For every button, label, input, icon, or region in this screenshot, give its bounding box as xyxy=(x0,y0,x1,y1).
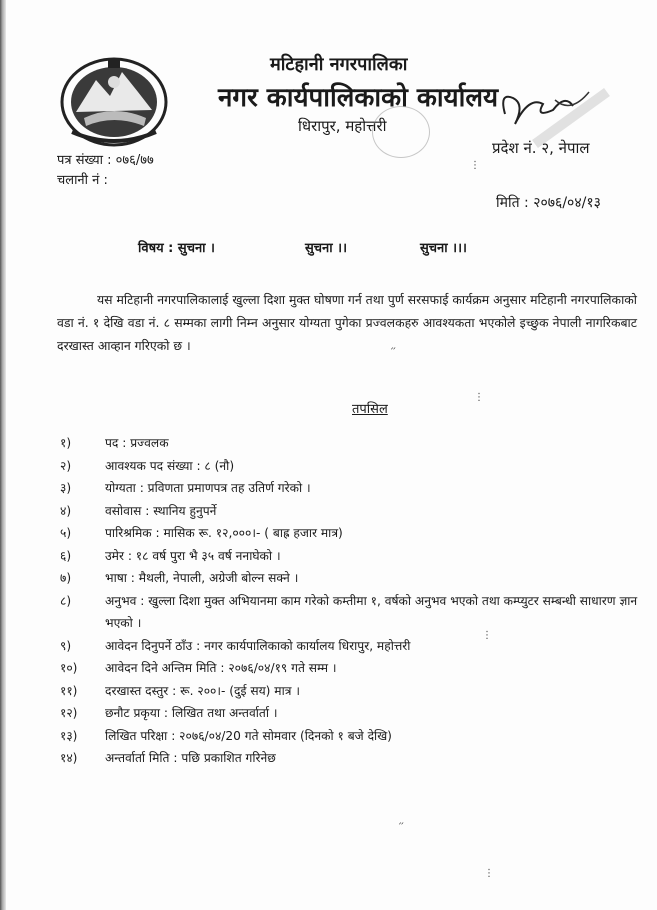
item-text: पद : प्रज्वलक xyxy=(105,436,169,450)
list-item xyxy=(60,702,640,725)
item-number: २) xyxy=(60,458,72,473)
details-heading: तपसिल xyxy=(352,402,388,417)
item-number: ११) xyxy=(60,683,78,698)
item-text: पारिश्रमिक : मासिक रू. १२,०००।- ( बाह्र हजार मात्र) xyxy=(105,526,343,540)
item-number: ७) xyxy=(60,571,72,585)
item-number: ९) xyxy=(60,638,72,653)
list-item xyxy=(60,747,640,770)
item-number: १४) xyxy=(60,751,78,765)
details-list xyxy=(60,432,640,770)
letter-number: पत्र संख्या : ०७६/७७ xyxy=(57,153,154,168)
office-name: नगर कार्यपालिकाको कार्यालय xyxy=(218,83,499,113)
item-number: १२) xyxy=(60,706,78,720)
list-item xyxy=(60,590,640,635)
government-emblem-icon xyxy=(58,52,170,148)
item-text: आवेदन दिनुपर्ने ठाँउ : नगर कार्यपालिकाको कार्यालय धिरापुर, महोत्तरी xyxy=(105,638,411,653)
list-item xyxy=(60,500,640,523)
list-item xyxy=(60,455,640,478)
office-stamp xyxy=(372,106,430,158)
item-text: योग्यता : प्रविणता प्रमाणपत्र तह उतिर्ण गरेको । xyxy=(105,481,311,495)
list-item xyxy=(60,432,640,455)
item-number: १०) xyxy=(60,661,78,675)
province-label: प्रदेश नं. २, नेपाल xyxy=(492,139,590,157)
item-number: १) xyxy=(60,436,72,450)
item-text: आवेदन दिने अन्तिम मिति : २०७६/०४/१९ गते सम्म । xyxy=(105,661,337,675)
scan-edge xyxy=(0,0,6,910)
list-item xyxy=(60,545,640,568)
item-text: छनौट प्रकृया : लिखित तथा अन्तर्वार्ता । xyxy=(105,706,278,720)
subject-repeat-2: सुचना ।। xyxy=(305,241,348,256)
letter-date: मिति : २०७६/०४/१३ xyxy=(496,195,601,211)
scan-speck: ⋮ xyxy=(474,392,484,403)
list-item xyxy=(60,477,640,500)
item-text: वसोवास : स्थानिय हुनुपर्ने xyxy=(105,503,217,518)
scan-speck: ⋮ xyxy=(482,630,492,641)
scan-speck: ״ xyxy=(390,345,397,356)
item-number: १३) xyxy=(60,728,78,743)
list-item xyxy=(60,567,640,590)
office-location: धिरापुर, महोत्तरी xyxy=(298,117,387,135)
list-item xyxy=(60,635,640,658)
subject-repeat-3: सुचना ।।। xyxy=(420,241,467,256)
item-text: अनुभव : खुल्ला दिशा मुक्त अभियानमा काम गरेको कम्तीमा १, वर्षको अनुभव भएको तथा कम्प्युटर सम्बन्धी साधारण ज्ञान भएको । xyxy=(105,593,638,630)
item-number: ४) xyxy=(60,503,72,518)
scan-speck: ״ xyxy=(398,820,405,831)
municipality-name: मटिहानी नगरपालिका xyxy=(270,54,408,75)
list-item xyxy=(60,657,640,680)
item-text: उमेर : १८ वर्ष पुरा भै ३५ वर्ष ननाघेको । xyxy=(105,548,281,563)
scan-speck: ⋮ xyxy=(470,160,480,171)
dispatch-number: चलानी नं : xyxy=(57,173,108,188)
list-item xyxy=(60,725,640,748)
item-text: आवश्यक पद संख्या : ८ (नौ) xyxy=(105,458,235,473)
subject-label: विषय : सुचना । xyxy=(138,241,215,256)
list-item xyxy=(60,522,640,545)
item-text: भाषा : मैथली, नेपाली, अग्रेजी बोल्न सक्ने । xyxy=(105,571,299,585)
item-number: ३) xyxy=(60,481,72,495)
notice-body: यस मटिहानी नगरपालिकालाई खुल्ला दिशा मुक्त घोषणा गर्न तथा पुर्ण सरसफाई कार्यक्रम अनुसार मटिहानी नगरपालिकाको वडा नं. १ देखि वडा नं. ८ सम्मका लागी निम्न अनुसार योग्यता पुगेका प्रज्वलकहरु आवश्यकता भएकोले इच्छुक नेपाली नागरिकबाट दरखास्त आव्हान गरिएको छ । xyxy=(57,292,637,353)
item-text: अन्तर्वार्ता मिति : पछि प्रकाशित गरिनेछ xyxy=(105,751,276,765)
item-text: दरखास्त दस्तुर : रू. २००।- (दुई सय) मात्र । xyxy=(105,683,300,698)
item-number: ६) xyxy=(60,548,72,563)
item-number: ५) xyxy=(60,526,72,540)
item-number: ८) xyxy=(60,593,72,608)
list-item xyxy=(60,680,640,703)
scan-speck: ⋮ xyxy=(484,868,494,879)
item-text: लिखित परिक्षा : २०७६/०४/20 गते सोमवार (दिनको १ बजे देखि) xyxy=(105,728,392,743)
